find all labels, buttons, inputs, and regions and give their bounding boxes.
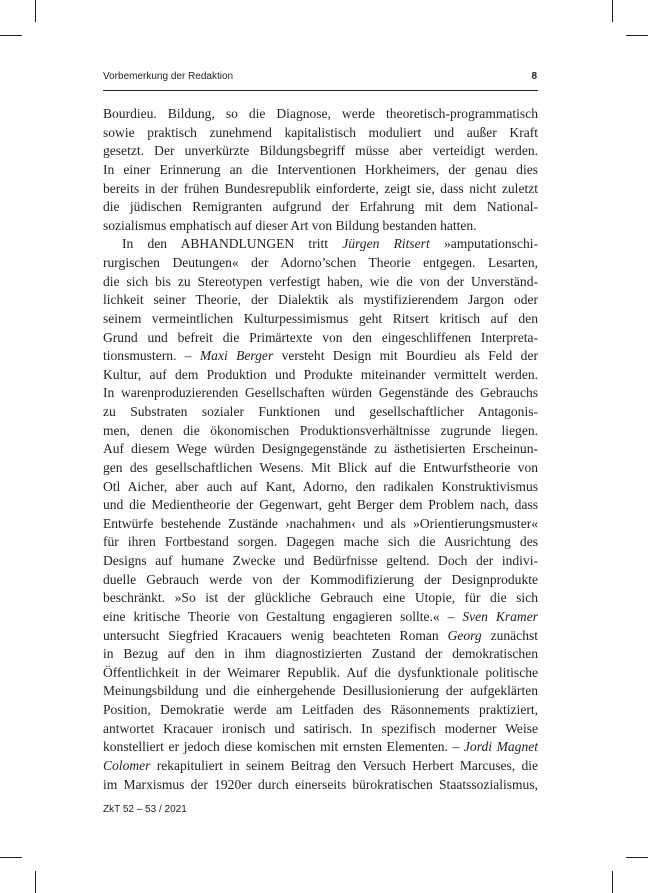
- page-number: 8: [531, 71, 537, 82]
- text-line: seinem vermeintlichen Kulturpessimismus geht Ritsert kritisch auf den: [103, 310, 538, 326]
- running-head-title: Vorbemerkung der Redaktion: [103, 71, 234, 82]
- crop-mark: [0, 35, 22, 36]
- text-line: Colomer rekapituliert in seinem Beitrag den Versuch Herbert Marcuses, die: [103, 757, 538, 773]
- text-line: tionsmustern. – Maxi Berger versteht Design mit Bourdieu als Feld der: [103, 348, 538, 364]
- text-line: duelle Gebrauch werde von der Kommodifizierung der Designprodukte: [103, 571, 538, 587]
- text-line: In einer Erinnerung an die Interventionen Horkheimers, der genau dies: [103, 161, 538, 177]
- text-line: in Bezug auf den in ihm diagnostizierten Zustand der demokratischen: [103, 646, 538, 662]
- text-line: eine kritische Theorie von Gestaltung engagieren sollte.« – Sven Kramer: [103, 608, 538, 624]
- text-line: men, denen die ökonomischen Produktionsverhältnisse zugrunde liegen.: [103, 422, 538, 438]
- crop-mark: [626, 857, 648, 858]
- text-line: Otl Aicher, aber auch auf Kant, Adorno, den radikalen Konstruktivismus: [103, 478, 538, 494]
- text-line: Auf diesem Wege würden Designgegenstände zu ästhetisierten Erscheinun-: [103, 441, 538, 457]
- text-line: Grund und befreit die Primärtexte von den eingeschliffenen Interpreta-: [103, 329, 538, 345]
- text-line: im Marxismus der 1920er durch einerseits bürokratischen Staatssozialismus,: [103, 776, 538, 792]
- text-line: antwortet Kracauer ironisch und satirisch. In spezifisch moderner Weise: [103, 720, 538, 736]
- text-line: Position, Demokratie werde am Leitfaden des Räsonnements praktiziert,: [103, 702, 538, 717]
- text-line: bereits in der frühen Bundesrepublik einforderte, zeigt sie, dass nicht zuletzt: [103, 180, 538, 196]
- text-line: untersucht Siegfried Kracauers wenig beachteten Roman Georg zunächst: [103, 627, 539, 643]
- crop-mark: [612, 871, 613, 893]
- text-line: zu Substraten sozialer Funktionen und gesellschaftlicher Antagonis-: [103, 404, 538, 419]
- crop-mark: [626, 35, 648, 36]
- text-line: sozialismus emphatisch auf dieser Art von Bildung bestanden hatten.: [103, 217, 477, 233]
- text-line: Öffentlichkeit in der Weimarer Republik. Auf die dysfunktionale politische: [103, 664, 538, 680]
- crop-mark: [0, 857, 22, 858]
- text-line: gesetzt. Der unverkürzte Bildungsbegriff müsse aber verteidigt werden.: [103, 143, 538, 159]
- crop-mark: [612, 0, 613, 22]
- header-rule: [103, 90, 538, 91]
- text-line: sowie praktisch zunehmend kapitalistisch moduliert und außer Kraft: [103, 124, 538, 140]
- text-line: Kultur, auf dem Produktion und Produkte miteinander vermittelt werden.: [103, 366, 538, 382]
- text-line: In warenproduzierenden Gesellschaften würden Gegenstände des Gebrauchs: [103, 385, 538, 401]
- text-line: konstelliert er jedoch diese komischen mit ernsten Elementen. – Jordi Magnet: [103, 739, 538, 755]
- text-line: Bourdieu. Bildung, so die Diagnose, werde theoretisch-programmatisch: [103, 106, 538, 121]
- crop-mark: [35, 871, 36, 893]
- body-text: [103, 105, 538, 794]
- crop-mark: [35, 0, 36, 22]
- text-line: und die Medientheorie der Gegenwart, geht Berger dem Problem nach, dass: [103, 497, 538, 513]
- text-line: für ihren Fortbestand sorgen. Dagegen mache sich die Ausrichtung des: [103, 534, 538, 550]
- text-line: gen des gesellschaftlichen Wesens. Mit Blick auf die Entwurfstheorie von: [103, 459, 538, 475]
- footer-citation: ZkT 52 – 53 / 2021: [103, 804, 187, 815]
- text-line: Designs auf humane Zwecke und Bedürfnisse geltend. Doch der indivi-: [103, 553, 538, 568]
- text-line: Entwürfe bestehende Zustände ›nachahmen‹ und als »Orientierungsmuster«: [103, 515, 538, 531]
- text-line: die sich bis zu Stereotypen verfestigt haben, wie die von der Unverständ-: [103, 273, 538, 289]
- text-line: Meinungsbildung und die einhergehende Desillusionierung der aufgeklärten: [103, 683, 538, 699]
- text-line: lichkeit seiner Theorie, der Dialektik als mystifizierendem Jargon oder: [103, 292, 538, 308]
- text-line: rurgischen Deutungen« der Adorno’schen Theorie entgegen. Lesarten,: [103, 255, 538, 270]
- text-line: In den ABHANDLUNGEN tritt Jürgen Ritsert »amputationschi-: [122, 236, 539, 252]
- text-line: beschränkt. »So ist der glückliche Gebrauch eine Utopie, für die sich: [103, 590, 538, 606]
- text-line: die jüdischen Remigranten aufgrund der Erfahrung mit dem National-: [103, 199, 538, 215]
